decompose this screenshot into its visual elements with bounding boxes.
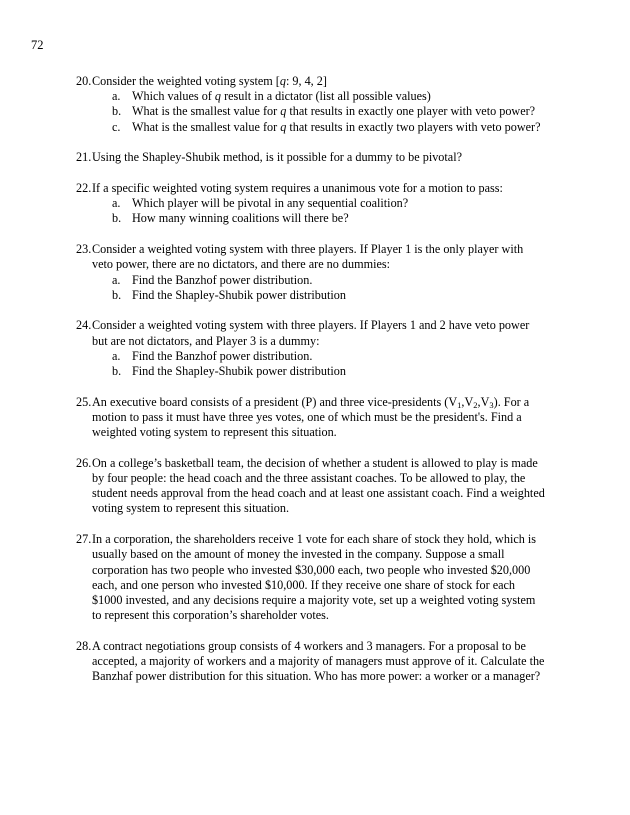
sub-question-text: How many winning coalitions will there be? (132, 211, 349, 226)
variable-q: q (279, 74, 286, 88)
problem-text: A contract negotiations group consists of 4 workers and 3 managers. For a proposal to be accepted, a majority of workers and a majority of managers must approve of it. Calculate the Banzhaf power distribution for this situation. Who has more power: a worker or a manager? (92, 638, 545, 684)
problem-stem (76, 150, 546, 165)
problem-list (76, 74, 546, 700)
problem-stem (76, 639, 546, 685)
sub-question-text: Find the Banzhof power distribution. (132, 272, 313, 287)
problem-stem (76, 456, 546, 517)
sub-question-text: Find the Shapley-Shubik power distribution (132, 287, 346, 302)
problem-number: 28. (76, 638, 92, 653)
problem-item (76, 318, 546, 379)
problem-number: 21. (76, 150, 92, 165)
sub-question-text: What is the smallest value for q that results in exactly one player with veto power? (132, 104, 536, 119)
page-number: 72 (31, 38, 44, 52)
sub-question (112, 196, 546, 211)
problem-text: On a college’s basketball team, the decision of whether a student is allowed to play is made by four people: the head coach and the three assistant coaches. To be allowed to play, the student needs approval from the head coach and at least one assistant coach. Find a weighted voting system to represent this situation. (92, 455, 545, 516)
sub-question-text: Which player will be pivotal in any sequential coalition? (132, 196, 409, 211)
problem-stem (76, 395, 546, 441)
subscript: 2 (473, 399, 478, 410)
sub-question-text: Find the Banzhof power distribution. (132, 348, 313, 363)
subscript: 1 (457, 399, 462, 410)
problem-stem (76, 318, 546, 348)
problem-item (76, 181, 546, 227)
sub-question (112, 288, 546, 303)
sub-question (112, 273, 546, 288)
problem-item (76, 456, 546, 517)
problem-stem (76, 242, 546, 272)
problem-item (76, 395, 546, 441)
sub-question-text: Which values of q result in a dictator (list all possible values) (132, 89, 431, 104)
sub-question-letter: c. (112, 119, 121, 134)
sub-question (112, 364, 546, 379)
problem-item (76, 242, 546, 303)
problem-number: 20. (76, 74, 92, 88)
problem-text: In a corporation, the shareholders receive 1 vote for each share of stock they hold, which is usually based on the amount of money the invested in the company. Suppose a small corporation has two people who invested $30,000 each, two people who invested $20,000 each, and one person who invested $10,000. If they receive one share of stock for each $1000 invested, and any decisions require a majority vote, set up a weighted voting system to represent this corporation’s shareholder votes. (92, 532, 537, 623)
problem-stem (76, 532, 546, 623)
variable-q: q (280, 119, 287, 134)
subscript: 3 (489, 399, 494, 410)
problem-number: 25. (76, 394, 92, 409)
sub-question-letter: a. (112, 272, 121, 287)
problem-stem (76, 74, 546, 89)
sub-question-letter: b. (112, 211, 122, 226)
problem-number: 23. (76, 242, 92, 257)
problem-number: 24. (76, 318, 92, 333)
problem-text: Consider a weighted voting system with three players. If Players 1 and 2 have veto power but are not dictators, and Player 3 is a dummy: (92, 318, 530, 348)
problem-item (76, 639, 546, 685)
sub-question (112, 89, 546, 104)
problem-text: An executive board consists of a president (P) and three vice-presidents $(V_1,V_2,V_3)$. For a motion to pass it must have three yes votes, one of which must be the president's. Find a weighted voting system to represent this situation. (92, 394, 530, 440)
problem-item (76, 532, 546, 623)
problem-stem (76, 181, 546, 196)
sub-question-letter: b. (112, 104, 122, 119)
variable-q: q (280, 104, 287, 119)
sub-question (112, 349, 546, 364)
sub-question (112, 104, 546, 119)
problem-text: If a specific weighted voting system requires a unanimous vote for a motion to pass: (92, 181, 503, 196)
problem-text: Consider the weighted voting system [q: 9, 4, 2] (92, 74, 327, 88)
variable-q: q (214, 89, 222, 104)
problem-item (76, 150, 546, 165)
problem-number: 27. (76, 532, 92, 547)
problem-text: Consider a weighted voting system with three players. If Player 1 is the only player with veto power, there are no dictators, and there are no dummies: (92, 242, 524, 272)
problem-item (76, 74, 546, 135)
sub-question-text: What is the smallest value for q that results in exactly two players with veto power? (132, 119, 541, 134)
sub-question-letter: b. (112, 287, 122, 302)
sub-question-letter: a. (112, 348, 121, 363)
sub-question-letter: b. (112, 364, 122, 379)
problem-number: 26. (76, 455, 92, 470)
problem-number: 22. (76, 181, 92, 196)
sub-question-letter: a. (112, 196, 121, 211)
problem-text: Using the Shapley-Shubik method, is it possible for a dummy to be pivotal? (92, 150, 462, 165)
sub-question-letter: a. (112, 89, 121, 104)
sub-question-text: Find the Shapley-Shubik power distribution (132, 364, 346, 379)
sub-question (112, 120, 546, 135)
sub-question (112, 211, 546, 226)
